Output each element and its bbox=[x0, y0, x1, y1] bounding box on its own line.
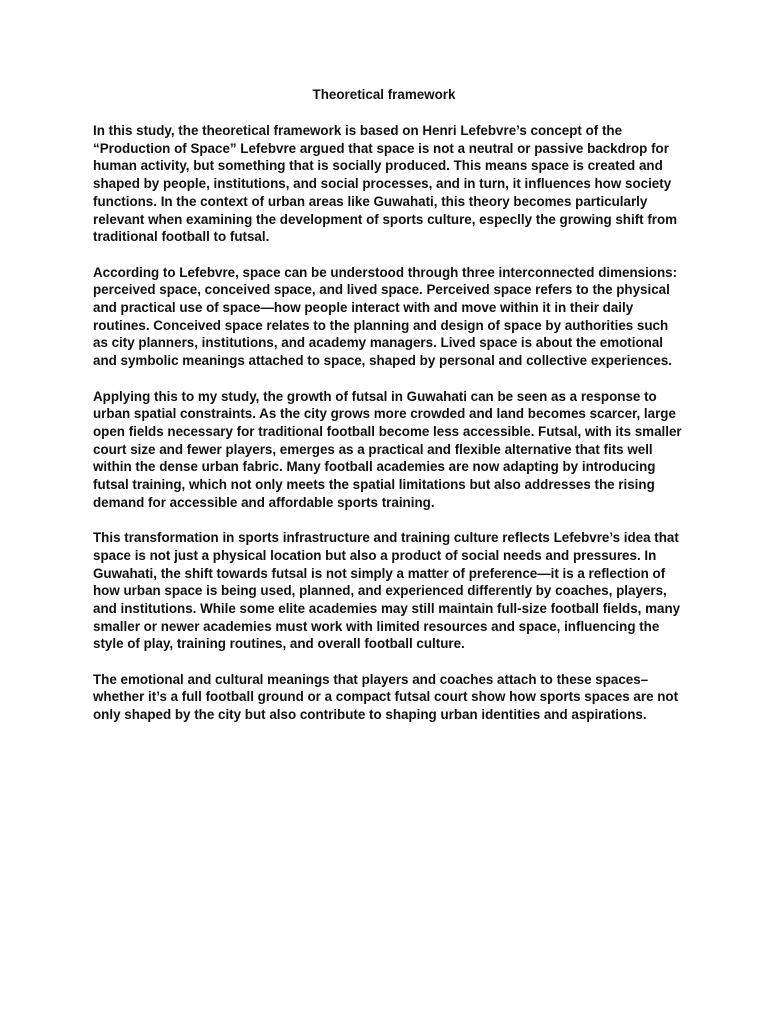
paragraph-5: The emotional and cultural meanings that players and coaches attach to these spaces–whether it’s a full football ground or a compact futsal court show how sports spaces are not only shaped by the city but also contribute to shaping urban identities and aspirations. bbox=[93, 671, 679, 723]
document-title: Theoretical framework bbox=[312, 87, 456, 102]
paragraph-4: This transformation in sports infrastructure and training culture reflects Lefebvre’s idea that space is not just a physical location but also a product of social needs and pressures. In Guwahati, the shift towards futsal is not simply a matter of preference—it is a reflection of how urban space is being used, planned, and experienced differently by coaches, players, and institutions. While some elite academies may still maintain full-size football fields, many smaller or newer academies must work with limited resources and space, influencing the style of play, training routines, and overall football culture. bbox=[93, 530, 681, 652]
paragraph-1: In this study, the theoretical framework is based on Henri Lefebvre’s concept of the “Production of Space” Lefebvre argued that space is not a neutral or passive backdrop for human activity, but something that is socially produced. This means space is created and shaped by people, institutions, and social processes, and in turn, it influences how society functions. In the context of urban areas like Guwahati, this theory becomes particularly relevant when examining the development of sports culture, especlly the growing shift from traditional football to futsal. bbox=[93, 123, 678, 245]
paragraph-2: According to Lefebvre, space can be understood through three interconnected dimensions: perceived space, conceived space, and lived space. Perceived space refers to the physical and practical use of space—how people interact with and move within it in their daily routines. Conceived space relates to the planning and design of space by authorities such as city planners, institutions, and academy managers. Lived space is about the emotional and symbolic meanings attached to space, shaped by personal and collective experiences. bbox=[93, 264, 678, 369]
paragraph-3: Applying this to my study, the growth of futsal in Guwahati can be seen as a response to urban spatial constraints. As the city grows more crowded and land becomes scarcer, large open fields necessary for traditional football become less accessible. Futsal, with its smaller court size and fewer players, emerges as a practical and flexible alternative that fits well within the dense urban fabric. Many football academies are now adapting by introducing futsal training, which not only meets the spatial limitations but also addresses the rising demand for accessible and affordable sports training. bbox=[93, 388, 682, 510]
document-body bbox=[93, 122, 683, 742]
